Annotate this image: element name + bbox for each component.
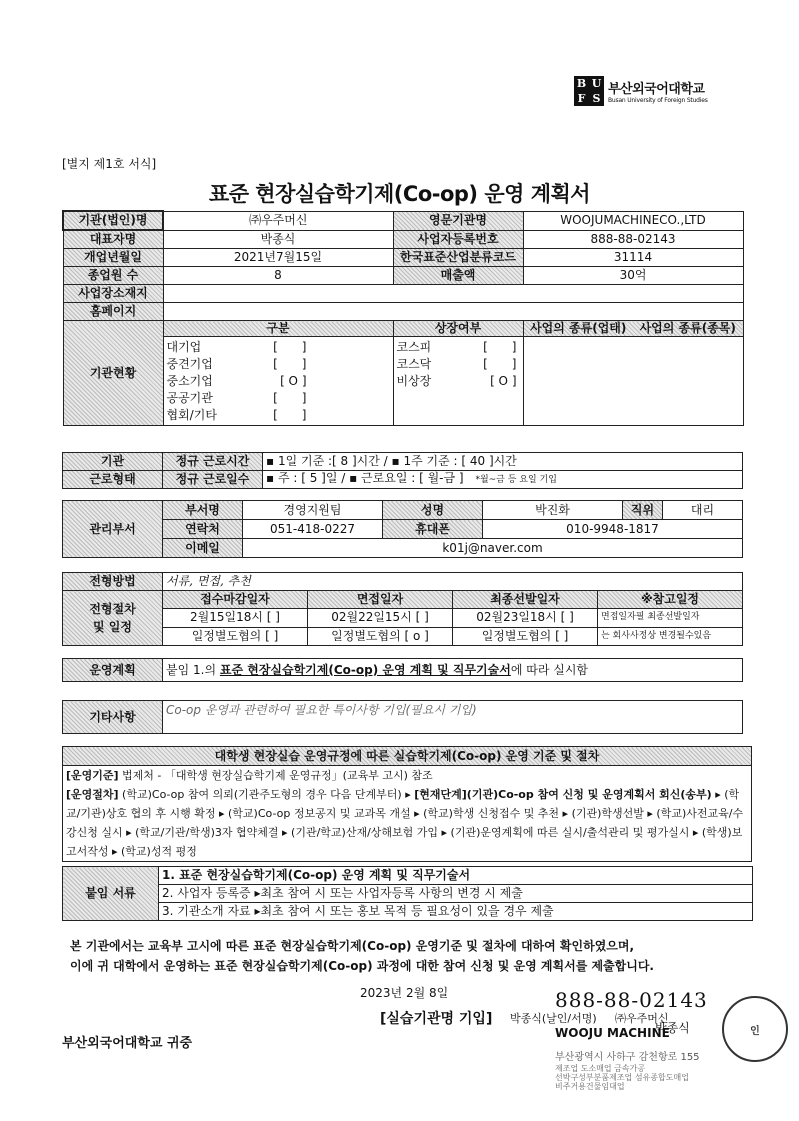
org-status-label: 기관현황 [63, 321, 163, 426]
address-label: 사업장소재지 [63, 285, 163, 303]
company-seal-icon: 인 [722, 996, 788, 1062]
form-number: [별지 제1호 서식] [62, 157, 157, 171]
selection-method-value: 서류, 면접, 추천 [163, 573, 743, 591]
business-category-header: 사업의 종류(업태) [530, 321, 627, 335]
rules-title: 대학생 현장실습 운영규정에 따른 실습학기제(Co-op) 운영 기준 및 절차 [63, 747, 752, 766]
logo-name-en: Busan University of Foreign Studies [608, 97, 708, 104]
final-selection-value: 02월23일18시 [ ] [453, 609, 598, 627]
plan-attachment-link: 표준 현장실습학기제(Co-op) 운영 계획 및 직무기술서 [219, 662, 511, 677]
person-name-label: 성명 [383, 501, 483, 520]
attachments-label: 붙임 서류 [63, 867, 159, 921]
reference-note-1: 면접일자필 최종선발일자 [598, 609, 743, 627]
org-name-value: ㈜우주머신 [163, 211, 393, 230]
work-days-label: 정규 근로일수 [163, 471, 263, 489]
sales-label: 매출액 [393, 267, 523, 285]
work-table [62, 452, 743, 489]
person-name-value: 박진화 [483, 501, 623, 520]
work-days-value: ▪ 주 : [ 5 ]일 / ▪ 근로요일 : [ 월-금 ] [266, 471, 464, 485]
mobile-label: 휴대폰 [383, 520, 483, 539]
rules-procedure: [운영절차] (학교)Co-op 참여 의뢰(기관주도형의 경우 다음 단계부터) ▸ [현재단계](기관)Co-op 참여 신청 및 운영계획서 회신(송부) ▸ (학교/기관)상호 협의 후 시행 확정 ▸ (학교)Co-op 정보공지 및 교과목 개설 ▸ (학교)학생 신청접수 및 추천 ▸ (기관)학생선발 ▸ (학교)사전교육/수강신청 실시 ▸ (학교/기관/학생)3자 협약체결 ▸ (기관/학교)산재/상해보험 가입 ▸ (기관)운영계획에 따른 실시/출석관리 및 평가실시 ▸ (학생)보고서작성 ▸ (학교)성적 평정 [66, 788, 744, 858]
etc-table [62, 700, 743, 734]
listed-list [393, 337, 523, 426]
interview-date-value: 02월22일15시 [ ] [308, 609, 453, 627]
attachment-item-3: 3. 기관소개 자료 ▸최초 참여 시 또는 홍보 목적 등 필요성이 있을 경우 제출 [159, 903, 753, 921]
org-name-label: 기관(법인)명 [63, 211, 163, 230]
org-sign-label: [실습기관명 기입] [380, 1011, 493, 1027]
phone-label: 연락처 [163, 520, 243, 539]
basic-info-table [62, 210, 744, 426]
email-value: k01j@naver.com [243, 539, 743, 558]
department-section-label: 관리부서 [63, 501, 163, 558]
attachment-item-1: 1. 표준 현장실습학기제(Co-op) 운영 계획 및 직무기술서 [159, 867, 753, 885]
receipt-deadline-header: 접수마감일자 [163, 591, 308, 609]
selection-table [62, 572, 743, 646]
listed-row: 코스닥 [ ] [396, 357, 517, 371]
homepage-value [163, 303, 743, 321]
attachment-item-2: 2. 사업자 등록증 ▸최초 참여 시 또는 사업자등록 사항의 변경 시 제출 [159, 885, 753, 903]
type-row: 중견기업 [ ] [166, 357, 307, 371]
stamp-signature-name: 박종식(날인/서명) [510, 1012, 597, 1025]
department-table [62, 500, 743, 558]
receipt-deadline-alt: 일정별도협의 [ ] [163, 627, 308, 645]
type-row: 중소기업 [ O ] [166, 374, 307, 388]
email-label: 이메일 [163, 539, 243, 558]
plan-value: 붙임 1.의 표준 현장실습학기제(Co-op) 운영 계획 및 직무기술서에 따라 실시함 [163, 659, 743, 682]
business-type-headers [523, 321, 743, 337]
final-selection-alt: 일정별도협의 [ ] [453, 627, 598, 645]
interview-date-header: 면접일자 [308, 591, 453, 609]
employees-value: 8 [163, 267, 393, 285]
recipient-university: 부산외국어대학교 귀중 [62, 1036, 193, 1051]
mobile-value: 010-9948-1817 [483, 520, 743, 539]
etc-hint: Co-op 운영과 관련하여 필요한 특이사항 기입(필요시 기입) [166, 703, 477, 717]
plan-table [62, 658, 743, 682]
attachments-table [62, 866, 753, 921]
work-hours-value: ▪ 1일 기준 :[ 8 ]시간 / ▪ 1주 기준 : [ 40 ]시간 [263, 453, 743, 471]
logo-name-kr: 부산외국어대학교 [608, 82, 705, 97]
business-number-label: 사업자등록번호 [393, 230, 523, 249]
dept-name-label: 부서명 [163, 501, 243, 520]
address-value [163, 285, 743, 303]
work-days-cell [263, 471, 743, 489]
work-days-note: *월~금 등 요일 기입 [475, 475, 557, 485]
selection-method-label: 전형방법 [63, 573, 163, 591]
ksic-label: 한국표준산업분류코드 [393, 249, 523, 267]
type-row: 공공기관 [ ] [166, 391, 307, 405]
stamp-ceo: 박종식 [655, 1021, 690, 1035]
type-row: 협회/기타 [ ] [166, 408, 307, 422]
rules-basis: [운영기준] 법제처 - 「대학생 현장실습학기제 운영규정」(교육부 고시) 참조 [66, 769, 433, 782]
final-selection-header: 최종선발일자 [453, 591, 598, 609]
english-name-value: WOOJUMACHINECO.,LTD [523, 211, 743, 230]
reference-schedule-header: ※참고일정 [598, 591, 743, 609]
page-title: 표준 현장실습학기제(Co-op) 운영 계획서 [208, 182, 591, 206]
etc-label: 기타사항 [63, 701, 163, 734]
business-number-value: 888-88-02143 [523, 230, 743, 249]
representative-label: 대표자명 [63, 230, 163, 249]
selection-procedure-label: 전형절차 및 일정 [63, 591, 163, 646]
submission-date: 2023년 2월 8일 [360, 986, 449, 1000]
phone-value: 051-418-0227 [243, 520, 383, 539]
ksic-value: 31114 [523, 249, 743, 267]
stamp-business-number: 888-88-02143 [555, 988, 708, 1012]
listed-and-biz-header [393, 321, 523, 337]
interview-date-alt: 일정별도협의 [ o ] [308, 627, 453, 645]
rules-table [62, 746, 752, 862]
position-value: 대리 [663, 501, 743, 520]
work-label-2: 근로형태 [63, 471, 163, 489]
stamp-company: ㈜우주머신 [615, 1012, 669, 1025]
opening-date-label: 개업년월일 [63, 249, 163, 267]
listed-header: 상장여부 [434, 321, 482, 335]
business-type-values [523, 337, 743, 426]
receipt-deadline-value: 2월15일18시 [ ] [163, 609, 308, 627]
type-header: 구분 [163, 321, 393, 337]
stamp-business-items: 제조업 도소매업 금속가공 선박구성부분품제조업 섬유종합도매업 비주거용건물임대업 [555, 1064, 689, 1091]
reference-note-2: 는 회사사정상 변경될수있음 [598, 627, 743, 645]
logo-mark: B U F S [574, 76, 604, 106]
representative-value: 박종식 [163, 230, 393, 249]
business-item-header: 사업의 종류(종목) [639, 321, 736, 335]
work-label-1: 기관 [63, 453, 163, 471]
stamp-company-en: WOOJU MACHINE [555, 1026, 670, 1040]
listed-row: 코스피 [ ] [396, 340, 517, 354]
homepage-label: 홈페이지 [63, 303, 163, 321]
opening-date-value: 2021년7월15일 [163, 249, 393, 267]
rules-body [63, 766, 752, 862]
etc-value [163, 701, 743, 734]
type-list [163, 337, 393, 426]
university-logo [574, 76, 732, 106]
employees-label: 종업원 수 [63, 267, 163, 285]
position-label: 직위 [623, 501, 663, 520]
plan-label: 운영계획 [63, 659, 163, 682]
english-name-label: 영문기관명 [393, 211, 523, 230]
listed-row: 비상장 [ O ] [396, 374, 517, 388]
dept-name-value: 경영지원팀 [243, 501, 383, 520]
type-row: 대기업 [ ] [166, 340, 307, 354]
stamp-address: 부산광역시 사하구 감천항로 155 [555, 1052, 700, 1063]
work-hours-label: 정규 근로시간 [163, 453, 263, 471]
closing-statement: 본 기관에서는 교육부 고시에 따른 표준 현장실습학기제(Co-op) 운영기준 및 절차에 대하여 확인하였으며, 이에 귀 대학에서 운영하는 표준 현장실습학기제(Co-op) 과정에 대한 참여 신청 및 운영 계획서를 제출합니다. [70, 939, 654, 973]
sales-value: 30억 [523, 267, 743, 285]
